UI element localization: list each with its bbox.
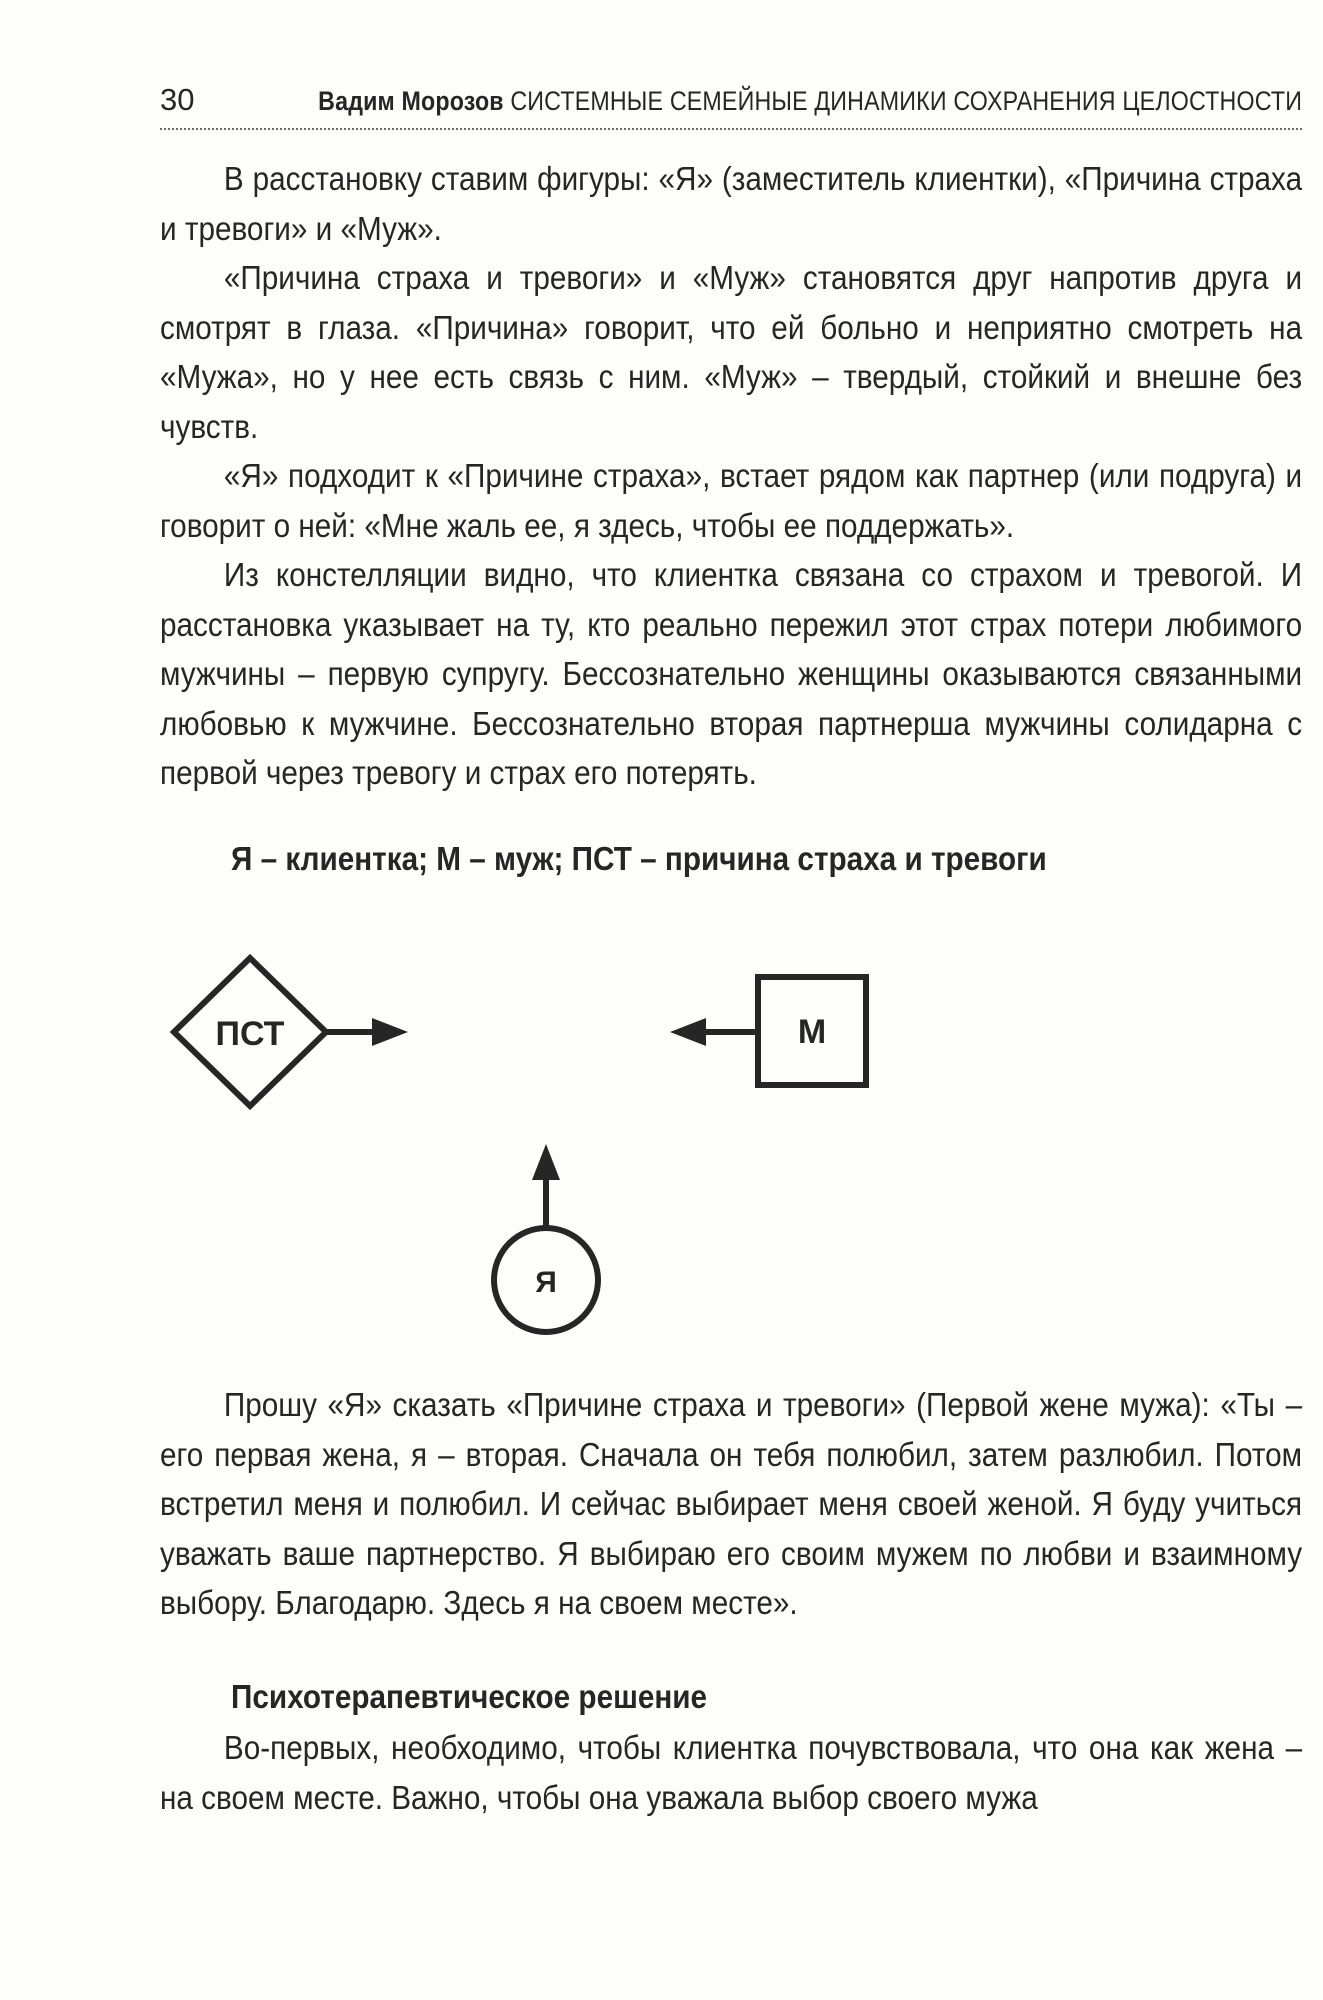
figure-label-pst: ПСТ <box>215 1015 285 1053</box>
figure-ya <box>494 1144 598 1332</box>
page-number: 30 <box>160 82 195 117</box>
diagram-legend: Я – клиентка; М – муж; ПСТ – причина страха и тревоги <box>231 840 1047 877</box>
paragraph: «Причина страха и тревоги» и «Муж» становятся друг напротив друга и смотрят в глаза. «Причина» говорит, что ей больно и неприятно смотреть на «Мужа», но у нее есть связь с ним. «Муж» – твердый, стойкий и внешне без чувств. <box>160 259 1303 445</box>
body-text-middle <box>160 1380 1302 1628</box>
body-text-bottom <box>160 1723 1302 1822</box>
paragraph: Из констелляции видно, что клиентка связана со страхом и тревогой. И расстановка указывает на ту, кто реально пережил этот страх потери любимого мужчины – первую супругу. Бессознательно женщины оказываются связанными любовью к мужчине. Бессознательно вторая партнерша мужчины солидарна с первой через тревогу и страх его потерять. <box>160 556 1303 791</box>
arrow-head-left-icon <box>670 1018 706 1046</box>
paragraph: В расстановку ставим фигуры: «Я» (заместитель клиентки), «Причина страха и тревоги» и «Муж». <box>160 160 1303 247</box>
figure-label-m: М <box>797 1013 827 1051</box>
section-heading: Психотерапевтическое решение <box>231 1678 708 1715</box>
paragraph: Во-первых, необходимо, чтобы клиентка почувствовала, что она как жена – на своем месте. Важно, чтобы она уважала выбор своего мужа <box>160 1729 1303 1816</box>
figure-label-ya: Я <box>535 1266 557 1299</box>
arrow-head-up-icon <box>532 1144 560 1180</box>
author-name: Вадим Морозов <box>318 86 504 116</box>
figure-pst <box>174 958 408 1106</box>
book-title: СИСТЕМНЫЕ СЕМЕЙНЫЕ ДИНАМИКИ СОХРАНЕНИЯ ЦЕЛОСТНОСТИ <box>510 86 1303 116</box>
arrow-head-right-icon <box>372 1018 408 1046</box>
paragraph: Прошу «Я» сказать «Причине страха и тревоги» (Первой жене мужа): «Ты – его первая жена, я – вторая. Сначала он тебя полюбил, затем разлюбил. Потом встретил меня и полюбил. И сейчас выбирает меня своей женой. Я буду учиться уважать ваше партнерство. Я выбираю его своим мужем по любви и взаимному выбору. Благодарю. Здесь я на своем месте». <box>160 1386 1303 1621</box>
paragraph: «Я» подходит к «Причине страха», встает рядом как партнер (или подруга) и говорит о ней: «Мне жаль ее, я здесь, чтобы ее поддержать». <box>160 457 1303 544</box>
figure-m <box>670 977 866 1085</box>
